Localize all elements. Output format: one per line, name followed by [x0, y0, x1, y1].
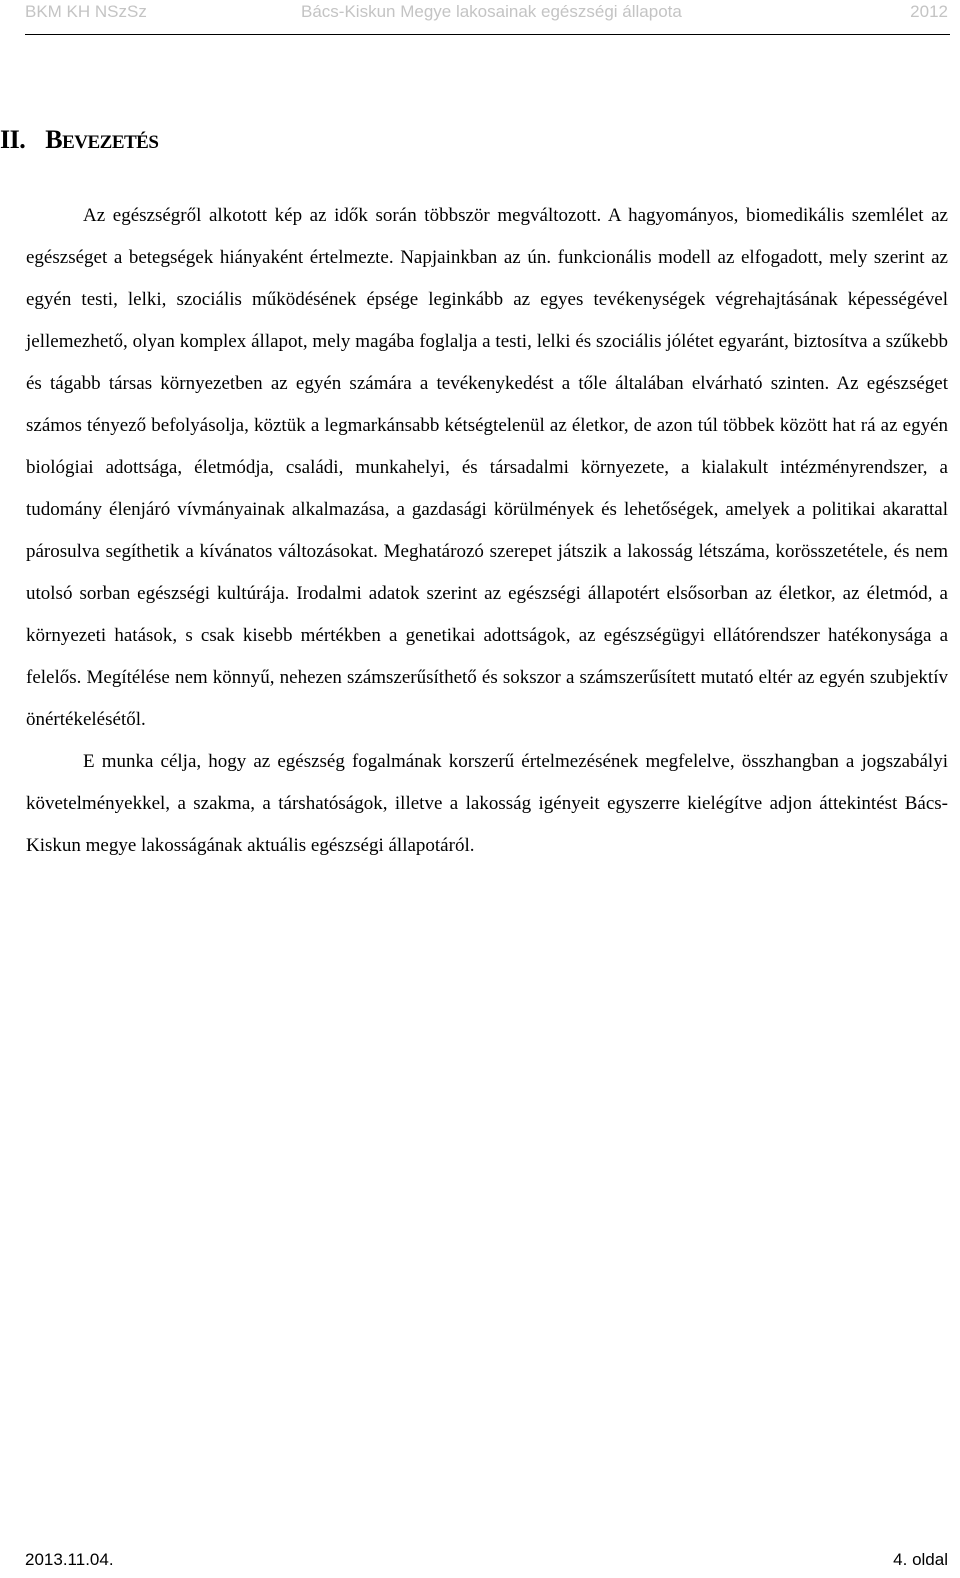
- section-title-initial: B: [45, 125, 63, 154]
- header-year: 2012: [910, 2, 948, 21]
- paragraph-2: E munka célja, hogy az egészség fogalmának korszerű értelmezésének megfelelve, összhangban a jogszabályi követelményekkel, a szakma, a társhatóságok, illetve a lakosság igényeit egyszerre kielégítve adjon áttekintést Bács-Kiskun megye lakosságának aktuális egészségi állapotáról.: [26, 751, 948, 856]
- paragraph-1: Az egészségről alkotott kép az idők során többször megváltozott. A hagyományos, biomedikális szemlélet az egészséget a betegségek hiányaként értelmezte. Napjainkban az ún. funkcionális modell az elfogadott, mely szerint az egyén testi, lelki, szociális működésének épsége leginkább az egyes tevékenységek végrehajtásának képességével jellemezhető, olyan komplex állapot, mely magába foglalja a testi, lelki és szociális jólétet egyaránt, biztosítva a szűkebb és tágabb társas környezetben az egyén számára a tevékenykedést a tőle általában elvárható szinten. Az egészséget számos tényező befolyásolja, köztük a legmarkánsabb kétségtelenül az életkor, de azon túl többek között hat rá az egyén biológiai adottsága, életmódja, családi, munkahelyi, és társadalmi környezete, a kialakult intézményrendszer, a tudomány élenjáró vívmányainak alkalmazása, a gazdasági körülmények és lehetőségek, amelyek a politikai akarattal párosulva segíthetik a kívánatos változásokat. Meghatározó szerepet játszik a lakosság létszáma, korösszetétele, és nem utolsó sorban egészségi kultúrája. Irodalmi adatok szerint az egészségi állapotért elsősorban az életkor, az életmód, a környezeti hatások, s csak kisebb mértékben a genetikai adottságok, az egészségügyi ellátórendszer hatékonysága a felelős. Megítélése nem könnyű, nehezen számszerűsíthető és sokszor a számszerűsített mutató eltér az egyén szubjektív önértékelésétől.: [26, 205, 948, 730]
- header-organization: BKM KH NSzSz: [25, 2, 147, 21]
- footer-date: 2013.11.04.: [25, 1550, 114, 1569]
- page-header: [25, 0, 950, 35]
- section-title-rest: EVEZETÉS: [62, 132, 159, 153]
- header-document-title: Bács-Kiskun Megye lakosainak egészségi állapota: [301, 2, 682, 21]
- body-text: [26, 195, 948, 867]
- footer-page-number: 4. oldal: [893, 1550, 948, 1569]
- section-number: II.: [0, 125, 26, 154]
- section-heading: [0, 125, 158, 155]
